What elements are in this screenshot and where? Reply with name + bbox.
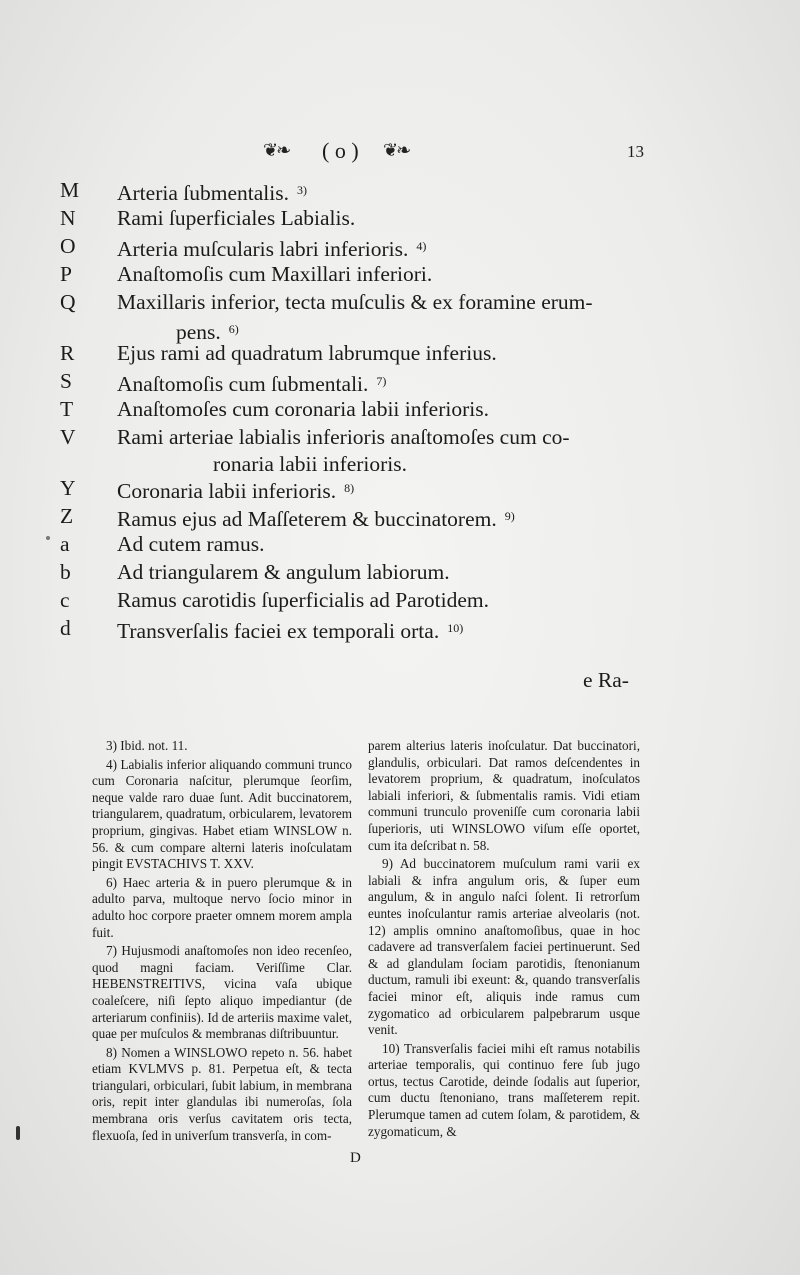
- entry-letter: S: [60, 369, 72, 393]
- entry-text: Arteria ſubmentalis.: [117, 181, 289, 205]
- footnote: 6) Haec arteria & in puero plerumque & in adulto parva, multoque nervo ſocio minor in adulto hoc corpore praeter omnem morem ampla fuit.: [92, 874, 352, 940]
- entry-text: Rami arteriae labialis inferioris anaſtomoſes cum co-: [117, 425, 570, 449]
- entry-letter: Q: [60, 290, 76, 314]
- edge-mark: [16, 1126, 20, 1140]
- entry-text: Arteria muſcularis labri inferioris.: [117, 237, 409, 261]
- entry-letter: d: [60, 616, 71, 640]
- entry-text: Ramus carotidis ſuperficialis ad Parotidem.: [117, 588, 489, 612]
- entry-text: Maxillaris inferior, tecta muſculis & ex foramine erum-: [117, 290, 593, 314]
- footnote: 8) Nomen a WINSLOWO repeto n. 56. habet etiam KVLMVS p. 81. Perpetua eſt, & tecta triangulari, orbiculari, ſubit labium, in membrana oris, repit inter glandulas ibi numeroſas, ſola membrana oris verſus cavitatem oris tecta, flexuoſa, ſed in univerſum transverſa, in com-: [92, 1044, 352, 1143]
- footnote: 4) Labialis inferior aliquando communi trunco cum Coronaria naſcitur, plerumque ſeorſim, neque valde raro duae ſunt. Adit buccinatorem, triangularem, quadratum, orbicularem, levatorem proprium, gingivas. Habet etiam WINSLOW n. 56. & cum compare alterni lateris inoſculatam pingit EVSTACHIVS T. XXV.: [92, 756, 352, 872]
- entry-letter: R: [60, 341, 75, 365]
- entry-text: Transverſalis faciei ex temporali orta.: [117, 619, 440, 643]
- footnote-column-right: [368, 738, 640, 1142]
- entry-continuation: pens.: [176, 320, 221, 344]
- page-header: [0, 138, 800, 168]
- footnote: 10) Transverſalis faciei mihi eſt ramus notabilis arteriae temporalis, qui continuo fere ſub jugo ortus, tectus Carotide, deinde ſodalis aut ſuperior, cum ductu ſtenoniano, trans maſſeterem repit. Plerumque tamen ad cutem ſolam, & parotidem, & zygomaticum, &: [368, 1040, 640, 1139]
- entry-note: 10): [447, 621, 464, 635]
- footnote: 3) Ibid. not. 11.: [106, 738, 188, 753]
- entry-text: Ad cutem ramus.: [117, 532, 265, 556]
- entry-letter: M: [60, 178, 80, 202]
- entry-letter: b: [60, 560, 71, 584]
- entry-text: Ad triangularem & angulum labiorum.: [117, 560, 450, 584]
- entry-text: Anaſtomoſis cum Maxillari inferiori.: [117, 262, 433, 286]
- header-mark: ( o ): [322, 138, 359, 163]
- entry-letter: V: [60, 425, 76, 449]
- entry-note: 4): [416, 239, 427, 253]
- entry-text: Anaſtomoſes cum coronaria labii inferioris.: [117, 397, 489, 421]
- entry-text: Rami ſuperficiales Labialis.: [117, 206, 356, 230]
- right-ornament-icon: ❦❧: [383, 140, 410, 160]
- page-number: 13: [627, 142, 644, 161]
- entry-note: 9): [504, 509, 515, 523]
- footnote: parem alterius lateris inoſculatur. Dat buccinatori, glandulis, orbiculari. Dat ramos deſcendentes in levatorem proprium, & quadratum, inoſculatos labiali inferiori, & ſubmentalis ramis. Vidi etiam communi trunculo proveniſſe cum coronaria labii ſuperioris, uti WINSLOWO viſum eſſe oportet, cum ita deſcribat n. 58.: [368, 738, 640, 853]
- left-ornament-icon: ❦❧: [263, 140, 290, 160]
- entry-note: 7): [376, 374, 387, 388]
- entry-note: 3): [296, 183, 307, 197]
- footnote: 9) Ad buccinatorem muſculum rami varii ex labiali & infra angulum oris, & ſuper eum angulum, & in angulo naſci ſolent. Ii retrorſum euntes inoſculantur ramis arteriae alveolaris (not. 12) amplis omnino anaſtomoſibus, quae in hoc cadavere ad transverſalem faciei pertinuerunt. Sed & ad glandulam ſociam parotidis, ſtenonianum ductum, ramuli ibi exeunt: &, quando transverſalis faciei minor eſt, aliquis inde ramus cum zygomatico ad orbicularem palpebrarum usque venit.: [368, 856, 640, 1038]
- signature-mark: D: [350, 1150, 361, 1166]
- entry-letter: N: [60, 206, 76, 230]
- entry-text: Ramus ejus ad Maſſeterem & buccinatorem.: [117, 507, 497, 531]
- entry-letter: T: [60, 397, 74, 421]
- entry-letter: Z: [60, 504, 74, 528]
- entry-continuation: ronaria labii inferioris.: [213, 452, 408, 476]
- entry-letter: O: [60, 234, 76, 258]
- entry-letter: c: [60, 588, 70, 612]
- footnote-column-left: [92, 738, 352, 1146]
- entry-note: 8): [344, 481, 355, 495]
- entry-note: 6): [228, 322, 239, 336]
- entry-text: Ejus rami ad quadratum labrumque inferius.: [117, 341, 497, 365]
- entry-letter: P: [60, 262, 72, 286]
- ink-spot: [46, 536, 50, 540]
- entry-text: Anaſtomoſis cum ſubmentali.: [117, 372, 369, 396]
- catchword: e Ra-: [583, 668, 629, 692]
- entry-letter: Y: [60, 476, 76, 500]
- entry-text: Coronaria labii inferioris.: [117, 479, 337, 503]
- entry-letter: a: [60, 532, 70, 556]
- footnote: 7) Hujusmodi anaſtomoſes non ideo recenſeo, quod magni faciam. Veriſſime Clar. HEBENSTREITIVS, vicina vaſa ubique coaleſcere, niſi ſepto aliquo impediantur (de arteriarum confiniis). Id de arteriis maxime valet, quae per muſculos & membranas diſtribuuntur.: [92, 943, 352, 1042]
